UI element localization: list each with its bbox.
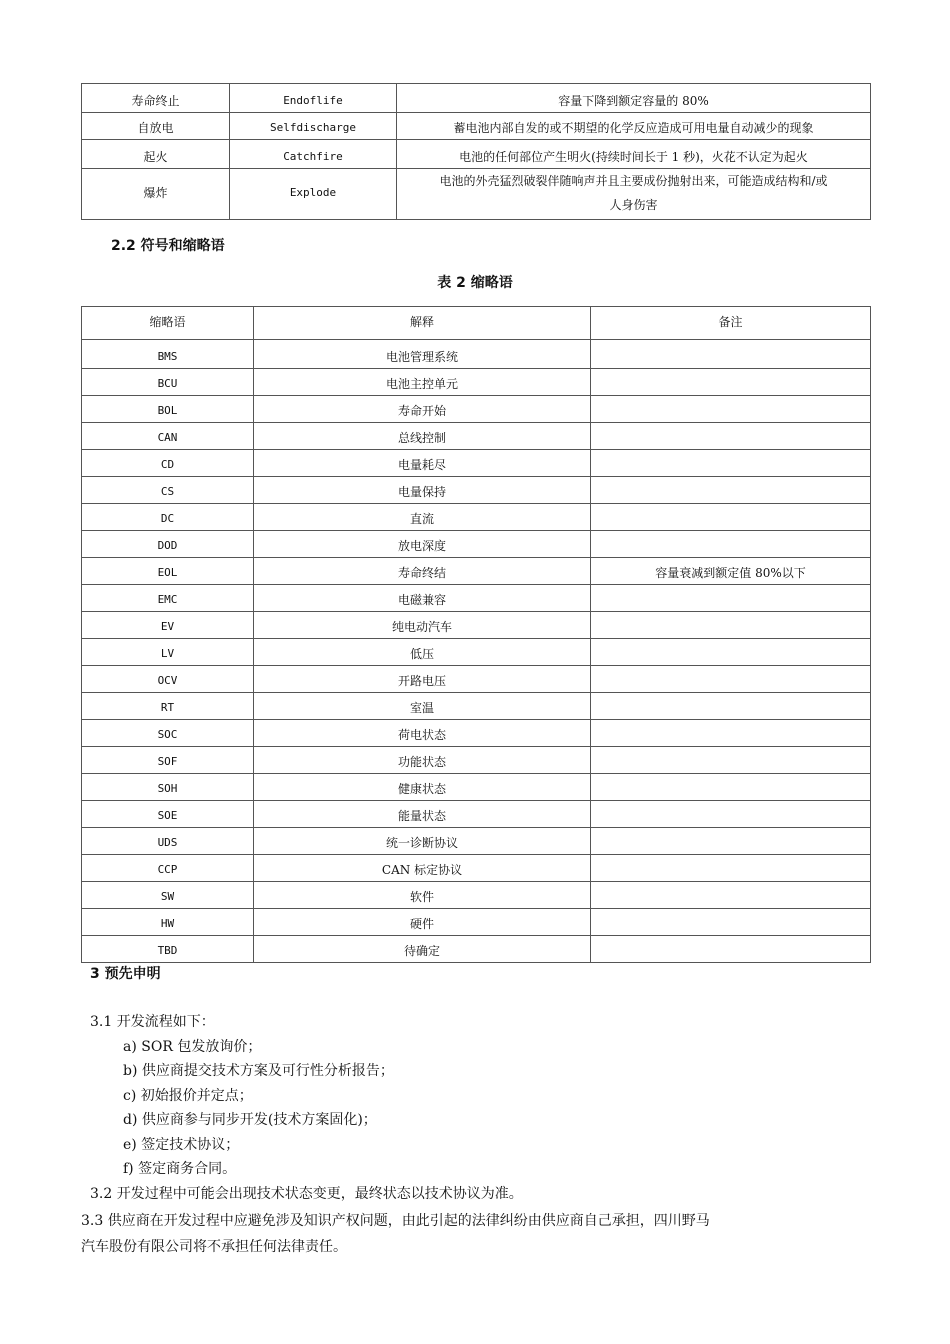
abbreviation-note (591, 720, 871, 747)
table-row (82, 828, 871, 855)
abbreviation-description: 健康状态 (254, 774, 591, 801)
abbreviation-code: UDS (82, 828, 254, 855)
abbreviation-description: 硬件 (254, 909, 591, 936)
abbreviation-code: DC (82, 504, 254, 531)
table-row (82, 612, 871, 639)
abbreviation-description: 待确定 (254, 936, 591, 963)
table-row (82, 639, 871, 666)
table-row (82, 666, 871, 693)
list-item: e) 签定技术协议； (123, 1137, 240, 1153)
abbreviation-note (591, 693, 871, 720)
table-row (82, 855, 871, 882)
abbreviation-code: DOD (82, 531, 254, 558)
abbreviation-note (591, 423, 871, 450)
paragraph-3-2: 3.2 开发过程中可能会出现技术状态变更，最终状态以技术协议为准。 (90, 1186, 523, 1202)
abbreviation-code: SW (82, 882, 254, 909)
abbreviation-description: 电磁兼容 (254, 585, 591, 612)
abbreviation-code: CD (82, 450, 254, 477)
paragraph-3-3-line: 汽车股份有限公司将不承担任何法律责任。 (81, 1239, 347, 1255)
list-item: f) 签定商务合同。 (123, 1161, 237, 1177)
abbreviation-code: RT (82, 693, 254, 720)
term-en: Selfdischarge (230, 113, 397, 140)
abbreviation-description: CAN 标定协议 (254, 855, 591, 882)
table-row (82, 504, 871, 531)
abbreviation-code: BOL (82, 396, 254, 423)
abbreviation-note (591, 369, 871, 396)
abbreviation-code: CAN (82, 423, 254, 450)
terms-table (81, 83, 871, 220)
abbreviation-description: 直流 (254, 504, 591, 531)
abbreviation-code: SOC (82, 720, 254, 747)
abbreviation-code: EV (82, 612, 254, 639)
column-header: 备注 (591, 307, 871, 340)
abbreviation-code: BCU (82, 369, 254, 396)
abbreviation-description: 总线控制 (254, 423, 591, 450)
abbreviation-note (591, 477, 871, 504)
paragraph-3-1: 3.1 开发流程如下： (90, 1014, 215, 1030)
abbreviation-code: TBD (82, 936, 254, 963)
abbreviation-description: 寿命开始 (254, 396, 591, 423)
abbreviation-description: 能量状态 (254, 801, 591, 828)
table-header-row (82, 307, 871, 340)
abbreviation-table-body (82, 340, 871, 963)
table-row (82, 585, 871, 612)
term-zh: 爆炸 (82, 169, 230, 220)
section-heading: 3 预先申明 (90, 966, 161, 982)
table-row (82, 340, 871, 369)
abbreviation-description: 寿命终结 (254, 558, 591, 585)
table-row (82, 140, 871, 169)
abbreviation-table (81, 306, 871, 963)
abbreviation-description: 开路电压 (254, 666, 591, 693)
abbreviation-description: 低压 (254, 639, 591, 666)
table-row (82, 396, 871, 423)
paragraph-3-3-line: 3.3 供应商在开发过程中应避免涉及知识产权问题，由此引起的法律纠纷由供应商自己承担，四川野马 (81, 1213, 710, 1229)
term-zh: 起火 (82, 140, 230, 169)
abbreviation-note (591, 531, 871, 558)
table-row (82, 801, 871, 828)
list-item: b) 供应商提交技术方案及可行性分析报告； (123, 1063, 394, 1079)
term-zh: 自放电 (82, 113, 230, 140)
term-definition-line: 人身伤害 (609, 198, 658, 212)
abbreviation-note (591, 340, 871, 369)
abbreviation-note (591, 639, 871, 666)
abbreviation-note (591, 801, 871, 828)
abbreviation-code: CCP (82, 855, 254, 882)
abbreviation-code: EOL (82, 558, 254, 585)
list-item: c) 初始报价并定点； (123, 1088, 253, 1104)
abbreviation-description: 荷电状态 (254, 720, 591, 747)
term-zh: 寿命终止 (82, 84, 230, 113)
table-row (82, 774, 871, 801)
abbreviation-note (591, 396, 871, 423)
abbreviation-note (591, 666, 871, 693)
abbreviation-code: SOF (82, 747, 254, 774)
list-item: a) SOR 包发放询价； (123, 1039, 262, 1055)
list-item: d) 供应商参与同步开发(技术方案固化)； (123, 1112, 377, 1128)
table-row (82, 84, 871, 113)
table-row (82, 369, 871, 396)
abbreviation-code: OCV (82, 666, 254, 693)
table-row (82, 113, 871, 140)
column-header: 解释 (254, 307, 591, 340)
abbreviation-note (591, 504, 871, 531)
abbreviation-code: LV (82, 639, 254, 666)
abbreviation-note (591, 612, 871, 639)
abbreviation-code: CS (82, 477, 254, 504)
abbreviation-note (591, 855, 871, 882)
table-row (82, 720, 871, 747)
abbreviation-description: 电量保持 (254, 477, 591, 504)
table-row (82, 558, 871, 585)
table-row (82, 909, 871, 936)
abbreviation-note (591, 828, 871, 855)
abbreviation-note (591, 936, 871, 963)
table-row (82, 477, 871, 504)
table-row (82, 747, 871, 774)
column-header: 缩略语 (82, 307, 254, 340)
table-row (82, 423, 871, 450)
term-en: Catchfire (230, 140, 397, 169)
abbreviation-description: 功能状态 (254, 747, 591, 774)
abbreviation-note (591, 882, 871, 909)
table-caption: 表 2 缩略语 (437, 275, 513, 291)
abbreviation-note (591, 747, 871, 774)
term-definition-line: 电池的外壳猛烈破裂伴随响声并且主要成份抛射出来，可能造成结构和/或 (439, 174, 828, 188)
abbreviation-description: 电池管理系统 (254, 340, 591, 369)
table-row (82, 882, 871, 909)
abbreviation-code: BMS (82, 340, 254, 369)
table-row (82, 936, 871, 963)
abbreviation-note (591, 450, 871, 477)
table-row (82, 531, 871, 558)
section-heading: 2.2 符号和缩略语 (111, 238, 225, 254)
abbreviation-code: EMC (82, 585, 254, 612)
abbreviation-code: HW (82, 909, 254, 936)
term-definition: 容量下降到额定容量的 80% (397, 84, 871, 113)
abbreviation-code: SOE (82, 801, 254, 828)
abbreviation-code: SOH (82, 774, 254, 801)
table-row (82, 693, 871, 720)
abbreviation-note (591, 909, 871, 936)
term-definition (397, 169, 871, 220)
term-en: Explode (230, 169, 397, 220)
term-definition: 电池的任何部位产生明火(持续时间长于 1 秒)，火花不认定为起火 (397, 140, 871, 169)
table-row (82, 169, 871, 220)
abbreviation-note (591, 585, 871, 612)
abbreviation-description: 放电深度 (254, 531, 591, 558)
table-row (82, 450, 871, 477)
abbreviation-note (591, 774, 871, 801)
abbreviation-description: 室温 (254, 693, 591, 720)
term-definition: 蓄电池内部自发的或不期望的化学反应造成可用电量自动减少的现象 (397, 113, 871, 140)
abbreviation-note: 容量衰减到额定值 80%以下 (591, 558, 871, 585)
term-en: Endoflife (230, 84, 397, 113)
abbreviation-description: 纯电动汽车 (254, 612, 591, 639)
abbreviation-description: 软件 (254, 882, 591, 909)
abbreviation-description: 电量耗尽 (254, 450, 591, 477)
abbreviation-description: 电池主控单元 (254, 369, 591, 396)
abbreviation-description: 统一诊断协议 (254, 828, 591, 855)
